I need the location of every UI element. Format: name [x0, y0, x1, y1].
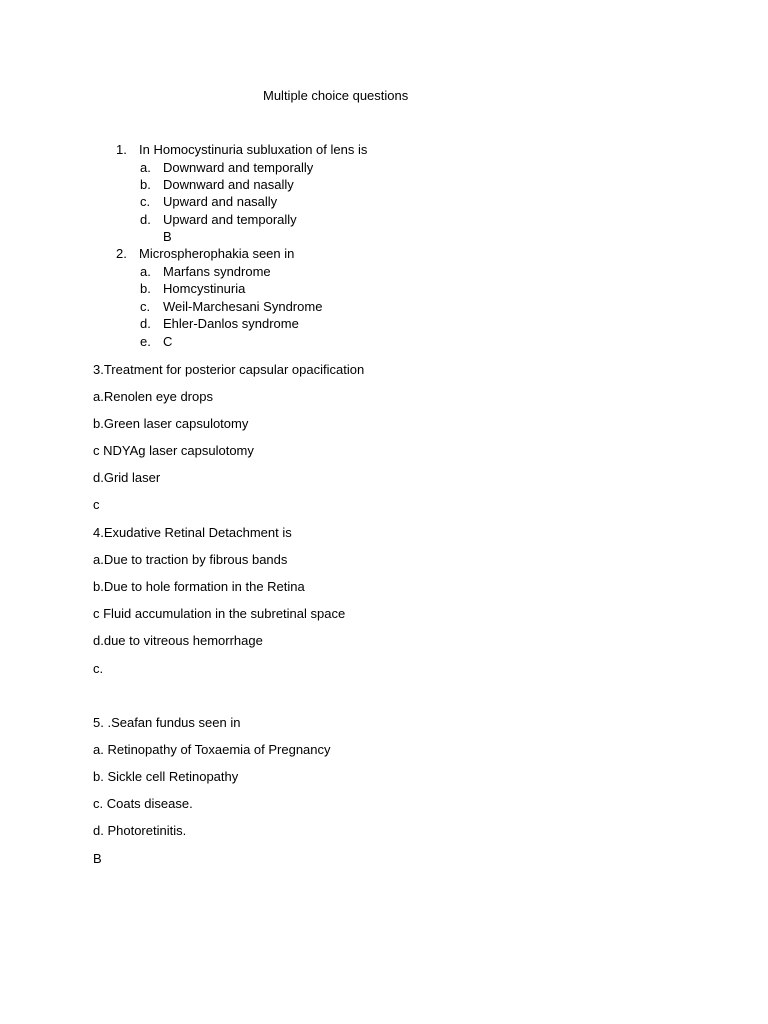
question-text: In Homocystinuria subluxation of lens is [139, 142, 368, 157]
option-text: Homcystinuria [163, 281, 246, 296]
option: d.Grid laser [93, 470, 161, 485]
option-letter: a. [140, 160, 151, 175]
option-letter: b. [140, 177, 151, 192]
option-text: Downward and temporally [163, 160, 314, 175]
question-number: 2. [116, 246, 127, 261]
option-letter: c. [140, 194, 151, 209]
option: b.Green laser capsulotomy [93, 416, 249, 431]
document-title: Multiple choice questions [263, 88, 409, 103]
option-letter: d. [140, 212, 151, 227]
question-text: Microspherophakia seen in [139, 246, 295, 261]
question-4-text: 4.Exudative Retinal Detachment is [93, 525, 292, 540]
option-text: Upward and nasally [163, 194, 278, 209]
option-letter: b. [140, 281, 151, 296]
option: b.Due to hole formation in the Retina [93, 579, 305, 594]
option: c NDYAg laser capsulotomy [93, 443, 254, 458]
answer: c. [93, 661, 104, 676]
answer: B [93, 851, 102, 866]
option-text: Upward and temporally [163, 212, 297, 227]
option: d. Photoretinitis. [93, 823, 187, 838]
option: a.Due to traction by fibrous bands [93, 552, 288, 567]
answer: c [93, 497, 100, 512]
option-letter: c. [140, 299, 151, 314]
option: b. Sickle cell Retinopathy [93, 769, 239, 784]
question-number: 1. [116, 142, 127, 157]
option: d.due to vitreous hemorrhage [93, 633, 263, 648]
option-letter: e. [140, 334, 151, 349]
option-text: C [163, 334, 173, 349]
question-5-text: 5. .Seafan fundus seen in [93, 715, 241, 730]
option-text: Ehler-Danlos syndrome [163, 316, 299, 331]
option: c Fluid accumulation in the subretinal space [93, 606, 346, 621]
option-text: Weil-Marchesani Syndrome [163, 299, 323, 314]
option-text: Marfans syndrome [163, 264, 271, 279]
option-letter: d. [140, 316, 151, 331]
option-text: Downward and nasally [163, 177, 294, 192]
answer: B [163, 229, 172, 244]
option: a. Retinopathy of Toxaemia of Pregnancy [93, 742, 331, 757]
option: c. Coats disease. [93, 796, 193, 811]
option: a.Renolen eye drops [93, 389, 213, 404]
question-3-text: 3.Treatment for posterior capsular opacification [93, 362, 365, 377]
option-letter: a. [140, 264, 151, 279]
